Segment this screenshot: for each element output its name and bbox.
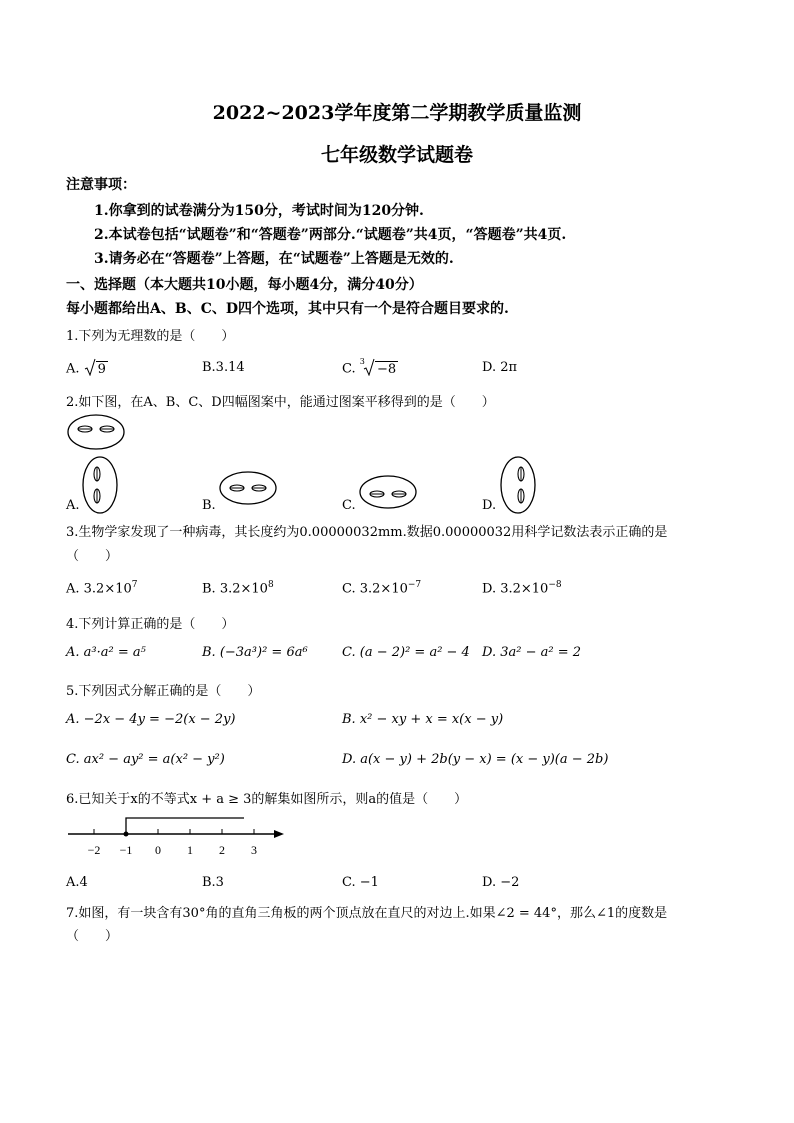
q4-option-c: C. (a − 2)² = a² − 4: [342, 645, 470, 660]
q6-option-a: A.4: [66, 875, 88, 890]
q3-c-base: C. 3.2×10: [342, 581, 408, 597]
q4-stem: 4.下列计算正确的是（ ）: [66, 617, 235, 632]
q2-option-c: C.: [342, 498, 356, 513]
q2-figure-c: [358, 474, 418, 510]
q1-root-index: 3: [359, 357, 365, 367]
notice-item-1: 1.你拿到的试卷满分为150分，考试时间为120分钟.: [94, 203, 424, 219]
q1-option-b: B.3.14: [202, 360, 245, 375]
q4-option-d: D. 3a² − a² = 2: [482, 645, 582, 660]
arrow-right-icon: [274, 830, 284, 838]
section-heading: 一、选择题（本大题共10小题，每小题4分，满分40分）: [66, 277, 423, 293]
sqrt-sign-icon: [84, 358, 96, 380]
q2-original-figure: [66, 412, 126, 452]
q3-c-exp: −7: [407, 580, 422, 590]
q3-d-exp: −8: [548, 580, 562, 590]
tick-label: −1: [119, 843, 133, 857]
q1-stem: 1.下列为无理数的是（ ）: [66, 329, 235, 344]
q2-figure-b: [218, 470, 278, 506]
q3-a-exp: 7: [131, 580, 138, 590]
page-title: 2022~2023学年度第二学期教学质量监测: [212, 102, 582, 124]
page-subtitle: 七年级数学试题卷: [320, 144, 473, 166]
q3-a-base: A. 3.2×10: [66, 581, 132, 597]
tick-label: 0: [155, 843, 161, 857]
q3-option-b: [202, 580, 274, 596]
q3-option-d: [482, 580, 562, 596]
q2-option-d: D.: [482, 498, 497, 513]
q6-number-line: [66, 812, 288, 862]
q1-radicand-c: −8: [377, 361, 397, 377]
q3-paren: （ ）: [66, 549, 119, 564]
q2-stem: 2.如下图，在A、B、C、D四幅图案中，能通过图案平移得到的是（ ）: [66, 395, 495, 410]
q2-option-b: B.: [202, 498, 216, 513]
q5-option-c: C. ax² − ay² = a(x² − y²): [66, 752, 225, 767]
q2-figure-a: [80, 455, 120, 515]
q7-stem: 7.如图，有一块含有30°角的直角三角板的两个顶点放在直尺的对边上.如果∠2 = 44°，那么∠1的度数是: [66, 906, 668, 921]
q1-radicand-a: 9: [97, 361, 106, 377]
q1-option-c-label: C.: [342, 361, 356, 377]
notice-heading: 注意事项：: [66, 177, 136, 193]
tick-label: 2: [219, 843, 225, 857]
q5-option-d: D. a(x − y) + 2b(y − x) = (x − y)(a − 2b): [342, 752, 609, 767]
q4-option-a: A. a³·a² = a⁵: [66, 645, 146, 660]
tick-label: 1: [187, 843, 193, 857]
q3-b-base: B. 3.2×10: [202, 581, 268, 597]
q3-b-exp: 8: [267, 580, 274, 590]
solution-ray: [126, 818, 244, 834]
section-instruction: 每小题都给出A、B、C、D四个选项，其中只有一个是符合题目要求的.: [66, 301, 509, 317]
q2-option-a: A.: [66, 498, 80, 513]
q4-option-b: B. (−3a³)² = 6a⁶: [202, 645, 308, 660]
notice-item-3: 3.请务必在“答题卷”上答题，在“试题卷”上答题是无效的.: [94, 251, 454, 267]
q6-option-b: B.3: [202, 875, 224, 890]
q1-option-a-label: A.: [66, 361, 80, 377]
q6-stem: 6.已知关于x的不等式x + a ≥ 3的解集如图所示，则a的值是（ ）: [66, 792, 468, 807]
solid-point: [124, 832, 129, 837]
q5-option-a: A. −2x − 4y = −2(x − 2y): [66, 712, 236, 727]
q2-figure-d: [498, 455, 538, 515]
q6-option-c: C. −1: [342, 875, 379, 890]
q1-option-c: [342, 358, 398, 380]
q3-option-a: [66, 580, 138, 596]
q3-option-c: [342, 580, 421, 596]
q3-d-base: D. 3.2×10: [482, 581, 549, 597]
q7-paren: （ ）: [66, 929, 119, 944]
q5-stem: 5.下列因式分解正确的是（ ）: [66, 684, 261, 699]
q3-stem: 3.生物学家发现了一种病毒，其长度约为0.00000032mm.数据0.00000032用科学记数法表示正确的是: [66, 525, 668, 540]
tick-label: 3: [251, 843, 257, 857]
notice-item-2: 2.本试卷包括“试题卷”和“答题卷”两部分.“试题卷”共4页，“答题卷”共4页.: [94, 227, 567, 243]
q5-option-b: B. x² − xy + x = x(x − y): [342, 712, 504, 727]
q1-option-a: [66, 358, 108, 380]
q6-option-d: D. −2: [482, 875, 520, 890]
q1-option-d: D. 2π: [482, 360, 518, 375]
tick-label: −2: [87, 843, 101, 857]
